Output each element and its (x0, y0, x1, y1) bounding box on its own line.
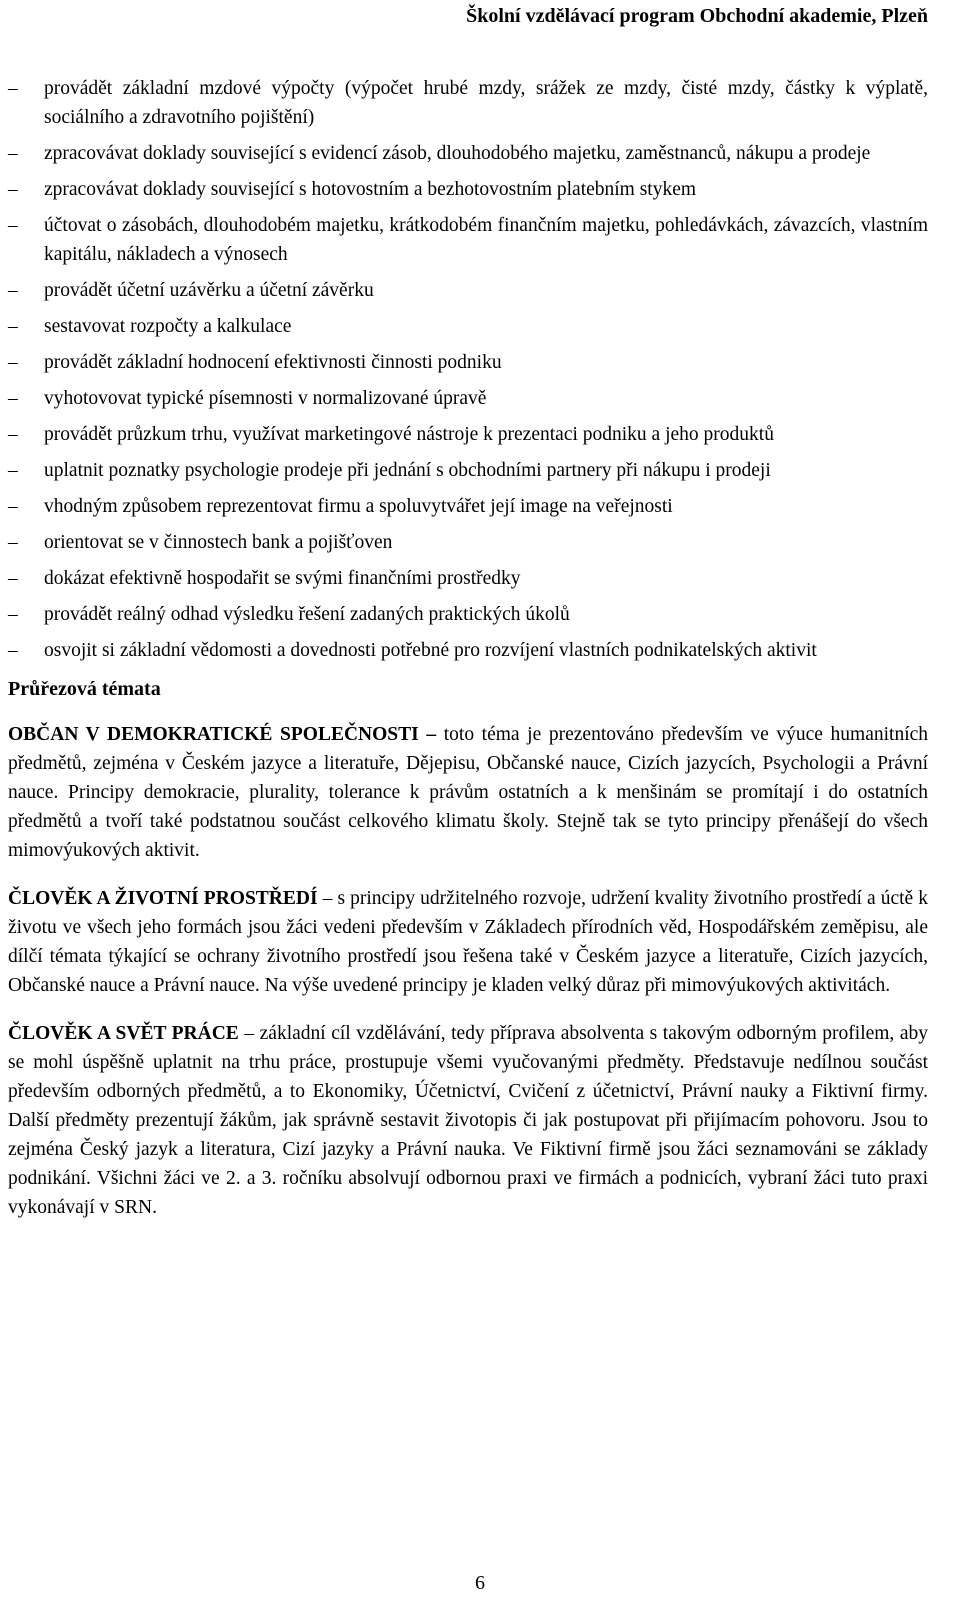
theme-paragraph (8, 884, 928, 1000)
bullet-dash: – (8, 388, 18, 409)
theme-heading: ČLOVĚK A SVĚT PRÁCE (8, 1023, 239, 1044)
list-item-text: provádět základní hodnocení efektivnosti činnosti podniku (44, 352, 502, 373)
bullet-dash: – (8, 352, 18, 373)
bullet-dash: – (8, 568, 18, 589)
list-item-text: provádět průzkum trhu, využívat marketingové nástroje k prezentaci podniku a jeho produktů (44, 424, 774, 445)
list-item (8, 564, 928, 593)
list-item (8, 175, 928, 204)
bullet-dash: – (8, 280, 18, 301)
list-item (8, 456, 928, 485)
bullet-dash: – (8, 179, 18, 200)
list-item (8, 384, 928, 413)
theme-paragraph (8, 1019, 928, 1222)
list-item (8, 492, 928, 521)
list-item (8, 636, 928, 665)
theme-paragraph (8, 720, 928, 865)
list-item (8, 74, 928, 132)
list-item (8, 348, 928, 377)
theme-text: toto téma je prezentováno především ve výuce humanitních předmětů, zejména v Českém jazyce a literatuře, Dějepisu, Občanské nauce, Cizích jazycích, Psychologii a Právní nauce. Principy demokracie, plurality, tolerance k právům ostatních a k menšinám se promítají i do ostatních předmětů a tvoří také podstatnou součást celkového klimatu školy. Stejně tak se tyto principy přenášejí do všech mimovýukových aktivit. (8, 724, 929, 861)
list-item-text: sestavovat rozpočty a kalkulace (44, 316, 292, 337)
competency-list (8, 74, 928, 665)
bullet-dash: – (8, 604, 18, 625)
bullet-dash: – (8, 424, 18, 445)
list-item (8, 528, 928, 557)
bullet-dash: – (8, 496, 18, 517)
list-item-text: orientovat se v činnostech bank a pojišťoven (44, 532, 393, 553)
list-item-text: uplatnit poznatky psychologie prodeje při jednání s obchodními partnery při nákupu i prodeji (44, 460, 771, 481)
list-item-text: zpracovávat doklady související s evidencí zásob, dlouhodobého majetku, zaměstnanců, nákupu a prodeje (44, 143, 871, 164)
theme-text: – základní cíl vzdělávání, tedy příprava absolventa s takovým odborným profilem, aby se mohl úspěšně uplatnit na trhu práce, prostupuje všemi vyučovanými předměty. Představuje nedílnou součást především odborných předmětů, a to Ekonomiky, Účetnictví, Cvičení z účetnictví, Právní nauky a Fiktivní firmy. Další předměty prezentují žákům, jak správně sestavit životopis či jak postupovat při přijímacím pohovoru. Jsou to zejména Český jazyk a literatura, Cizí jazyky a Právní nauka. Ve Fiktivní firmě jsou žáci seznamováni se základy podnikání. Všichni žáci ve 2. a 3. ročníku absolvují odbornou praxi ve firmách a podnicích, vybraní žáci tuto praxi vykonávají v SRN. (8, 1023, 928, 1218)
theme-text: – s principy udržitelného rozvoje, udržení kvality životního prostředí a úctě k životu ve všech jeho formách jsou žáci vedeni především v Základech přírodních věd, Hospodářském zeměpisu, ale dílčí témata týkající se ochrany životního prostředí jsou řešena také v Českém jazyce a literatuře, Cizích jazycích, Občanské nauce a Právní nauce. Na výše uvedené principy je kladen velký důraz při mimovýukových aktivitách. (8, 888, 929, 996)
page-number: 6 (475, 1572, 485, 1594)
list-item (8, 139, 928, 168)
theme-heading: OBČAN V DEMOKRATICKÉ SPOLEČNOSTI – (8, 724, 437, 745)
list-item-text: provádět základní mzdové výpočty (výpočet hrubé mzdy, srážek ze mzdy, čisté mzdy, částky k výplatě, sociálního a zdravotního pojištění) (44, 78, 928, 128)
list-item (8, 420, 928, 449)
list-item-text: provádět reálný odhad výsledku řešení zadaných praktických úkolů (44, 604, 570, 625)
list-item (8, 211, 928, 269)
bullet-dash: – (8, 78, 18, 99)
list-item-text: dokázat efektivně hospodařit se svými finančními prostředky (44, 568, 521, 589)
page-header: Školní vzdělávací program Obchodní akademie, Plzeň (466, 5, 928, 27)
list-item-text: zpracovávat doklady související s hotovostním a bezhotovostním platebním stykem (44, 179, 697, 200)
bullet-dash: – (8, 532, 18, 553)
list-item-text: provádět účetní uzávěrku a účetní závěrku (44, 280, 374, 301)
list-item (8, 312, 928, 341)
theme-heading: ČLOVĚK A ŽIVOTNÍ PROSTŘEDÍ (8, 888, 318, 909)
list-item-text: vyhotovovat typické písemnosti v normalizované úpravě (44, 388, 487, 409)
bullet-dash: – (8, 460, 18, 481)
list-item-text: vhodným způsobem reprezentovat firmu a spoluvytvářet její image na veřejnosti (44, 496, 673, 517)
list-item (8, 276, 928, 305)
bullet-dash: – (8, 215, 18, 236)
bullet-dash: – (8, 316, 18, 337)
bullet-dash: – (8, 143, 18, 164)
list-item-text: osvojit si základní vědomosti a dovednosti potřebné pro rozvíjení vlastních podnikatelských aktivit (44, 640, 817, 661)
list-item-text: účtovat o zásobách, dlouhodobém majetku, krátkodobém finančním majetku, pohledávkách, závazcích, vlastním kapitálu, nákladech a výnosech (44, 215, 928, 265)
page-content (8, 74, 928, 1241)
bullet-dash: – (8, 640, 18, 661)
list-item (8, 600, 928, 629)
section-title: Průřezová témata (8, 678, 161, 700)
